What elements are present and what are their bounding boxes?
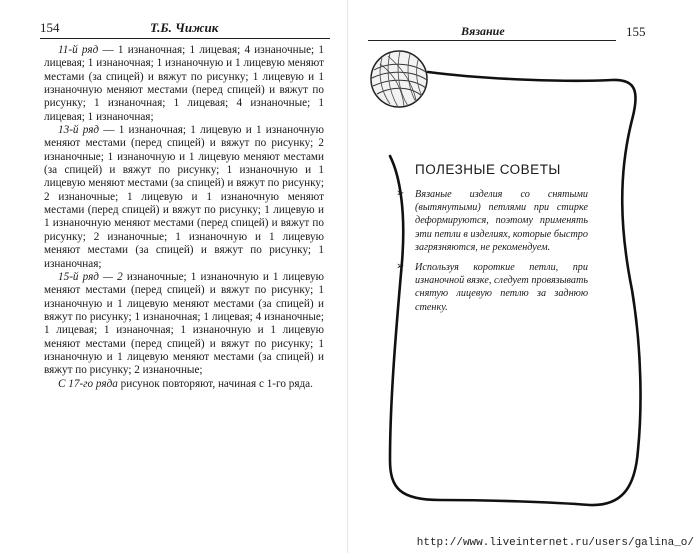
tip-text: Используя короткие петли, при изнаночной вязке, следует провязывать снятую лицевую петлю за заднюю стенку. — [415, 262, 588, 313]
tip-item — [396, 188, 588, 254]
arrow-bullet-icon: ➢ — [396, 188, 405, 199]
page-number-left: 154 — [40, 20, 60, 35]
row-label: 15-й ряд — 2 — [58, 270, 123, 283]
knitting-instructions — [44, 44, 324, 391]
tips-list — [396, 188, 588, 321]
tip-text: Вязаные изделия со снятыми (вытянутыми) петлями при стирке деформируются, поэтому применять эти петли в изделиях, которые быстро загрязняются, не рекомендуем. — [415, 189, 588, 253]
row-text: — 1 изнаночная; 1 лицевая; 4 изнаночные; 1 лицевая; 1 изнаночная; 1 изнаночную и 1 лицевую меняют местами (за спицей) и вяжут по рисунку; 1 лицевую и 1 изнаночную меняют местами (перед спицей) и вяжут по рисунку; 1 изнаночная; 1 лицевая; 4 изнаночные; 1 лицевая; 1 изнаночная; — [44, 44, 324, 123]
row-paragraph-17 — [44, 378, 324, 391]
running-header-title: Вязание — [461, 24, 505, 38]
page-gutter — [347, 0, 348, 553]
header-rule-left — [40, 38, 330, 39]
left-page — [0, 0, 346, 553]
tips-heading: ПОЛЕЗНЫЕ СОВЕТЫ — [415, 162, 561, 177]
running-header-author: Т.Б. Чижик — [150, 20, 219, 35]
tip-item — [396, 261, 588, 314]
row-paragraph-15 — [44, 271, 324, 378]
page-number-right: 155 — [626, 24, 646, 39]
row-text: изнаночные; 1 изнаночную и 1 лицевую меняют местами (перед спицей) и вяжут по рисунку; 1 изнаночную и 1 лицевую меняют местами (за спицей) и вяжут по рисунку; 1 изнаночная; 1 лицевая; 4 изнаночные; 1 лицевая; 1 изнаночная; 1 изнаночную и 1 лицевую меняют местами (перед спицей) и вяжут по рисунку; 1 изнаночную и 1 лицевую меняют местами (за спицей) и вяжут по рисунку; 2 изнаночные; — [44, 270, 324, 377]
source-url-watermark: http://www.liveinternet.ru/users/galina_o/ — [416, 537, 694, 549]
row-text: — 1 изнаночная; 1 лицевую и 1 изнаночную меняют местами (перед спицей) и вяжут по рисунку; 2 изнаночные; 1 изнаночную и 1 лицевую меняют местами (за спицей) и вяжут по рисунку; 1 изнаночную и 1 лицевую меняют местами (за спицей) и вяжут по рисунку; 2 изнаночные; 1 лицевую и 1 изнаночную меняют местами (перед спицей) и вяжут по рисунку; 1 лицевую и 1 изнаночную меняют местами (перед спицей) и вяжут по рисунку; 2 изнаночные; 1 изнаночную и 1 лицевую меняют местами (за спицей) и вяжут по рисунку; 1 изнаночная; — [44, 124, 324, 270]
row-text: рисунок повторяют, начиная с 1-го ряда. — [117, 377, 313, 390]
row-label: 13-й ряд — [58, 124, 100, 137]
row-paragraph-11 — [44, 44, 324, 124]
row-label: 11-й ряд — [58, 44, 99, 56]
row-paragraph-13 — [44, 124, 324, 271]
row-label: С 17-го ряда — [58, 377, 118, 390]
arrow-bullet-icon: ➢ — [396, 261, 405, 273]
